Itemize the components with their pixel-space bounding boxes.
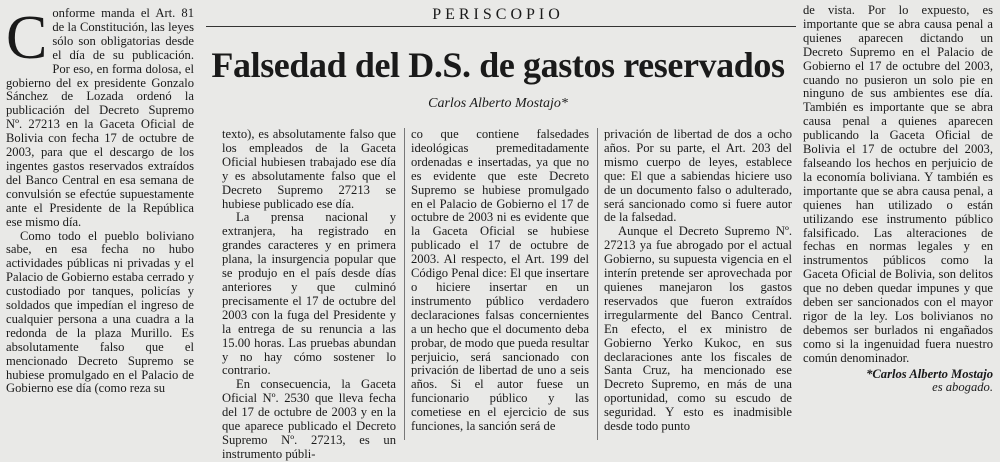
column-3 [411, 128, 589, 444]
paragraph: de vista. Por lo expuesto, es importante que se abra causa penal a quienes aparecen dictando un Decreto Supremo en el Palacio de Gobierno el 17 de octubre del 2003, cuando no pusieron un solo pie en ninguno de sus ambientes ese día. También es importante que se abra causa penal a quienes aparecen publicando la Gaceta Oficial de Bolivia el 17 de octubre del 2003, falseando los hechos en perjuicio de la economía boliviana. Y también es importante que se abra causa penal, a quienes han utilizado o están utilizando ese instrumento público falsificado. Las alteraciones de fechas en normas legales y en instrumentos públicos como la Gaceta Oficial de Bolivia, son delitos que no deben quedar impunes y que deben ser sancionados con el mayor rigor de la ley. Los bolivianos no debemos ser burlados ni engañados como si la ingenuidad fuera nuestro común denominador. [803, 3, 993, 365]
column-rule [597, 128, 598, 440]
section-label: PERISCOPIO [432, 6, 564, 23]
paragraph: La prensa nacional y extranjera, ha registrado en grandes caracteres y en primera plana, la insurgencia popular que se produjo en el país desde días anteriores y que culminó precisamente el 17 de octubre del 2003 con la fuga del Presidente y la entrega de su renuncia a las 15.00 horas. Las pruebas abundan y no hay cómo sostener lo contrario. [222, 210, 396, 378]
article-headline: Falsedad del D.S. de gastos reservados [211, 45, 785, 85]
paragraph: onforme manda el Art. 81 de la Constitución, las leyes sólo son obligatorias desde el día de su publicación. Por eso, en forma dolosa, el gobierno del ex presidente Gonzalo Sánchez de Lozada ordenó la publicación del Decreto Supremo Nº. 27213 en la Gaceta Oficial de Bolivia con fecha 17 de octubre de 2003, para que el descargo de los ingentes gastos reservados extraídos del Banco Central en esa semana de convulsión se efectúe supuestamente ante el Presidente de la República ese mismo día. [6, 6, 194, 229]
paragraph: En consecuencia, la Gaceta Oficial Nº. 2530 que lleva fecha del 17 de octubre de 2003 y en la que aparece publicado el Decreto Supremo Nº. 27213, es un instrumento públi- [222, 377, 396, 461]
column-1 [6, 4, 194, 443]
author-signature: *Carlos Alberto Mostajo [866, 366, 993, 381]
column-4 [604, 128, 792, 444]
paragraph: texto), es absolutamente falso que los empleados de la Gaceta Oficial hubiesen trabajado ese día y es absolutamente falso que el Decreto Supremo 27213 se hubiese publicado ese día. [222, 127, 396, 211]
article-byline: Carlos Alberto Mostajo* [428, 96, 568, 111]
author-note: es abogado. [932, 380, 993, 395]
drop-cap: C [6, 4, 48, 72]
column-rule [404, 128, 405, 440]
paragraph: Aunque el Decreto Supremo Nº. 27213 ya fue abrogado por el actual Gobierno, su supuesta vigencia en el interín pretende ser aprovechada por quienes manejaron los gastos reservados que fueron extraídos irregularmente del Banco Central. En efecto, el ex ministro de Gobierno Yerko Kukoc, en sus declaraciones ante los fiscales de Santa Cruz, ha mencionado ese Decreto Supremo, en más de una oportunidad, como su escudo de seguridad. Y esto es inadmisible desde todo punto [604, 224, 792, 434]
column-5 [803, 4, 993, 442]
paragraph: privación de libertad de dos a ocho años. Por su parte, el Art. 203 del mismo cuerpo de leyes, establece que: El que a sabiendas hiciere uso de un documento falso o adulterado, será sancionado como si fuere autor de la falsedad. [604, 127, 792, 225]
paragraph: co que contiene falsedades ideológicas premeditadamente ordenadas e insertadas, ya que no es evidente que este Decreto Supremo se hubiese promulgado en el Palacio de Gobierno el 17 de octubre de 2003 ni es evidente que la Gaceta Oficial se hubiese publicado el 17 de octubre de 2003. Al respecto, el Art. 199 del Código Penal dice: El que insertare o hiciere insertar en un instrumento público verdadero declaraciones falsas concernientes a un hecho que el documento deba probar, de modo que pueda resultar perjuicio, será sancionado con privación de libertad de uno a seis años. Si el autor fuese un funcionario público y las cometiese en el ejercicio de sus funciones, la sanción será de [411, 127, 590, 434]
section-divider [206, 26, 796, 27]
paragraph: Como todo el pueblo boliviano sabe, en esa fecha no hubo actividades públicas ni privadas y el Palacio de Gobierno estaba cerrado y custodiado por tanques, policías y soldados que impedían el ingreso de cualquier persona a una cuadra a la redonda de la plaza Murillo. Es absolutamente falso que el mencionado Decreto Supremo se hubiese promulgado en el Palacio de Gobierno ese día (como reza su [6, 228, 194, 396]
column-2 [222, 127, 396, 461]
